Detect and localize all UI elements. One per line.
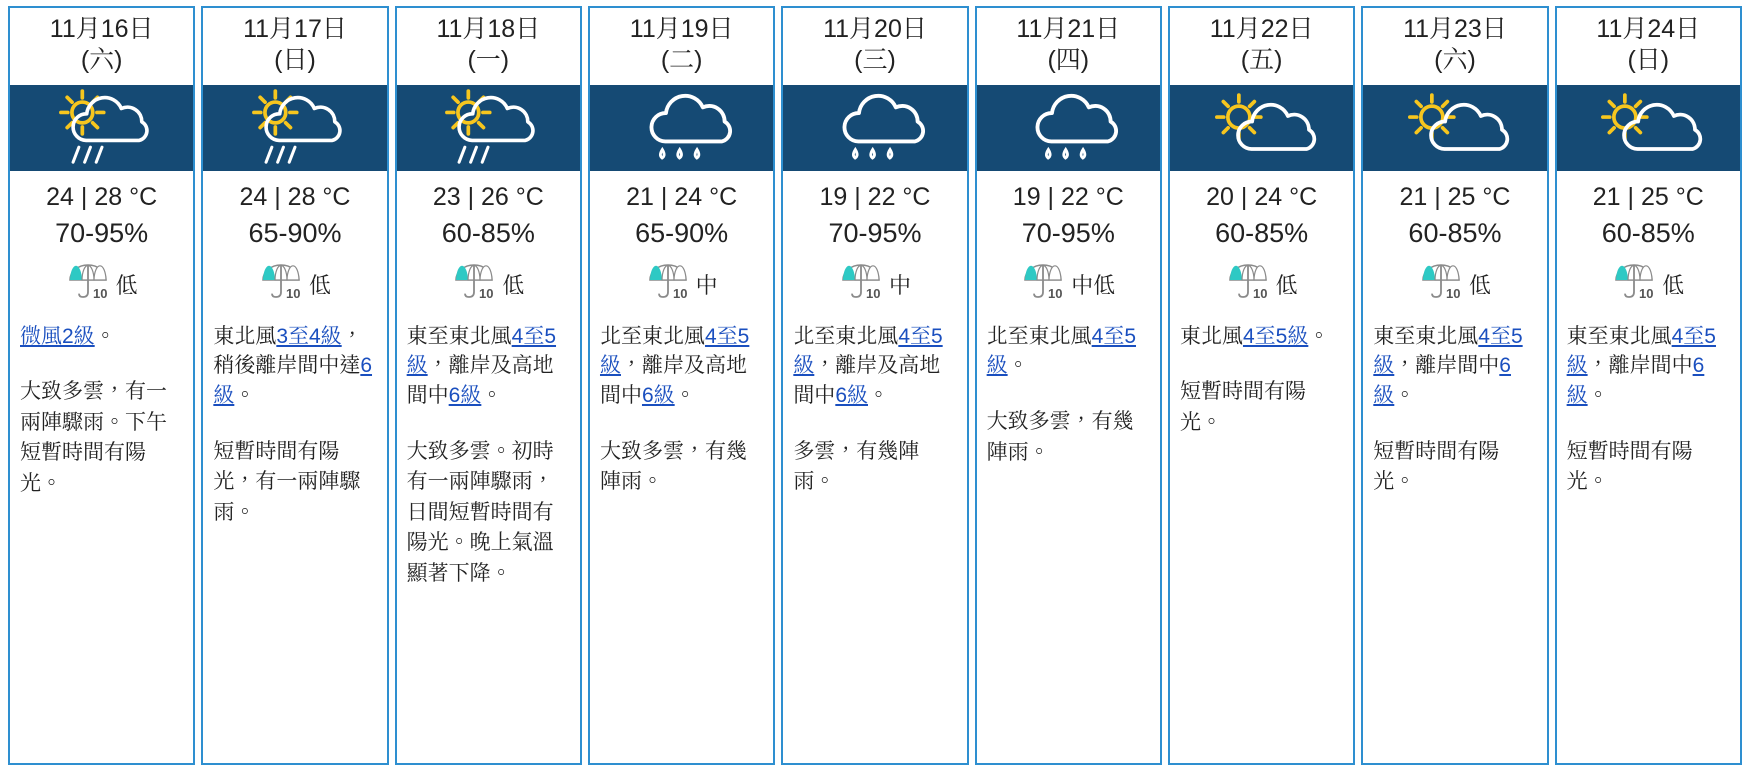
umbrella-10-icon [1419, 261, 1463, 308]
wind-text: 東至東北風 [1566, 324, 1672, 348]
forecast-date-value: 11月24日 [1596, 15, 1701, 43]
wind-text: ，離岸間中 [1587, 354, 1693, 378]
wind-link[interactable]: 6級 [448, 384, 482, 408]
wind-link[interactable]: 6級 [641, 384, 675, 408]
relative-humidity: 70-95% [1021, 217, 1115, 248]
svg-text:10: 10 [479, 285, 494, 301]
wind-text: 。 [1007, 354, 1029, 378]
umbrella-10-icon [1226, 261, 1270, 308]
relative-humidity: 60-85% [441, 217, 535, 248]
forecast-day-card [1361, 6, 1548, 765]
probability-of-significant-rain [10, 255, 193, 318]
wind-link[interactable]: 4至5級 [1242, 324, 1309, 348]
relative-humidity: 65-90% [248, 217, 342, 248]
svg-text:10: 10 [1445, 285, 1461, 301]
forecast-day-card [781, 6, 968, 765]
psr-level-label: 低 [308, 272, 331, 298]
wind-description [1363, 318, 1546, 411]
wind-description [1170, 318, 1353, 352]
wind-link[interactable]: 4至5級 [986, 324, 1136, 378]
psr-level-label: 低 [502, 272, 525, 298]
wind-link[interactable]: 4至5級 [1373, 324, 1523, 378]
relative-humidity: 70-95% [828, 217, 922, 248]
forecast-weekday: (日) [1627, 46, 1670, 75]
wind-text: 北至東北風 [793, 324, 899, 348]
weather-description: 短暫時間有陽光。 [1373, 439, 1500, 494]
wind-text: 。 [1308, 324, 1330, 348]
psr-level-label: 中低 [1071, 272, 1116, 298]
forecast-date [783, 8, 966, 85]
forecast-date-value: 11月18日 [436, 15, 541, 43]
psr-level-label: 低 [1468, 272, 1491, 298]
temperature-range: 20 | 24 °C [1206, 182, 1318, 211]
forecast-date [1363, 8, 1546, 85]
wind-description [397, 318, 580, 411]
umbrella-10-icon [839, 261, 883, 308]
wind-text: 東至東北風 [1373, 324, 1479, 348]
psr-level-label: 低 [115, 272, 138, 298]
umbrella-10-icon [1021, 261, 1065, 308]
wind-text: 。 [868, 384, 889, 408]
forecast-day-card [8, 6, 195, 765]
wind-text: 東至東北風 [406, 324, 512, 348]
forecast-date-value: 11月21日 [1016, 15, 1121, 43]
forecast-date-value: 11月20日 [823, 15, 927, 43]
temperature-range: 24 | 28 °C [46, 182, 158, 211]
wind-description [590, 318, 773, 411]
wind-link[interactable]: 4至5級 [406, 324, 557, 378]
wind-link[interactable]: 3至4級 [276, 324, 342, 348]
forecast-weekday: (六) [1434, 46, 1476, 75]
wind-link[interactable]: 6級 [1373, 354, 1511, 408]
weather-description: 大致多雲，有幾陣雨。 [986, 410, 1134, 464]
svg-text:10: 10 [285, 285, 301, 301]
wind-text: ，離岸及高地間中 [793, 354, 941, 408]
umbrella-10-icon [452, 261, 496, 308]
cloudy-with-rain-icon [977, 85, 1160, 171]
forecast-day-card [395, 6, 582, 765]
wind-text: ，離岸及高地間中 [599, 354, 747, 408]
probability-of-significant-rain [1557, 255, 1740, 318]
wind-description [783, 318, 966, 411]
wind-link[interactable]: 微風2級 [20, 324, 95, 348]
forecast-weekday: (四) [1047, 46, 1090, 75]
svg-text:10: 10 [1048, 285, 1063, 301]
relative-humidity: 60-85% [1408, 217, 1502, 248]
forecast-weekday: (一) [467, 46, 510, 75]
psr-level-label: 中 [695, 272, 718, 298]
wind-text: 。 [234, 384, 256, 408]
svg-text:10: 10 [92, 285, 108, 301]
sunny-intervals-icon [1557, 85, 1740, 171]
forecast-date-value: 11月23日 [1403, 15, 1507, 43]
forecast-date-value: 11月16日 [49, 15, 154, 43]
probability-of-significant-rain [590, 255, 773, 318]
weather-description: 大致多雲。初時有一兩陣驟雨，日間短暫時間有陽光。晚上氣溫顯著下降。 [406, 439, 554, 585]
wind-text: 北至東北風 [599, 324, 705, 348]
wind-text: 。 [1587, 384, 1609, 408]
wind-text: 東北風 [213, 324, 277, 348]
wind-link[interactable]: 4至5級 [793, 324, 943, 378]
wind-description [977, 318, 1160, 382]
forecast-day-card [201, 6, 388, 765]
temperature-range: 19 | 22 °C [1012, 182, 1124, 211]
wind-text: 。 [94, 324, 116, 348]
umbrella-10-icon [66, 261, 110, 308]
wind-text: 北至東北風 [986, 324, 1092, 348]
svg-text:10: 10 [865, 285, 881, 301]
svg-text:10: 10 [672, 285, 688, 301]
forecast-day-card [1168, 6, 1355, 765]
forecast-date-value: 11月17日 [243, 15, 347, 43]
wind-description [203, 318, 386, 411]
weather-description: 短暫時間有陽光。 [1179, 380, 1306, 434]
probability-of-significant-rain [1363, 255, 1546, 318]
weather-description: 大致多雲，有幾陣雨。 [599, 439, 747, 494]
weather-description: 多雲，有幾陣雨。 [793, 439, 920, 494]
cloudy-with-rain-icon [783, 85, 966, 171]
forecast-date [977, 8, 1160, 85]
probability-of-significant-rain [783, 255, 966, 318]
temperature-range: 24 | 28 °C [239, 182, 351, 211]
forecast-weekday: (六) [80, 46, 123, 75]
temperature-range: 21 | 25 °C [1592, 182, 1704, 211]
wind-link[interactable]: 6級 [1566, 354, 1705, 408]
umbrella-10-icon [259, 261, 303, 308]
wind-text: 。 [1394, 384, 1416, 408]
relative-humidity: 60-85% [1601, 217, 1695, 248]
wind-text: ，離岸間中 [1394, 354, 1500, 378]
forecast-date [1557, 8, 1740, 85]
wind-text: 。 [674, 384, 696, 408]
forecast-date [1170, 8, 1353, 85]
forecast-date [10, 8, 193, 85]
forecast-day-card [975, 6, 1162, 765]
wind-description [1557, 318, 1740, 411]
umbrella-10-icon [1612, 261, 1656, 308]
sunny-intervals-icon [1363, 85, 1546, 171]
forecast-date [397, 8, 580, 85]
wind-link[interactable]: 4至5級 [599, 324, 750, 378]
sunny-intervals-icon [1170, 85, 1353, 171]
relative-humidity: 65-90% [635, 217, 729, 248]
temperature-range: 23 | 26 °C [432, 182, 544, 211]
temperature-range: 21 | 25 °C [1399, 182, 1511, 211]
probability-of-significant-rain [397, 255, 580, 318]
temperature-range: 19 | 22 °C [819, 182, 931, 211]
wind-text: ，離岸及高地間中 [406, 354, 554, 408]
probability-of-significant-rain [977, 255, 1160, 318]
forecast-day-card [1555, 6, 1742, 765]
psr-level-label: 中 [888, 272, 911, 298]
psr-level-label: 低 [1662, 272, 1685, 298]
wind-link[interactable]: 6級 [213, 354, 373, 408]
forecast-date [590, 8, 773, 85]
wind-link[interactable]: 4至5級 [1566, 324, 1716, 378]
sunny-periods-with-rain-icon [10, 85, 193, 171]
forecast-day-card [588, 6, 775, 765]
cloudy-with-rain-icon [590, 85, 773, 171]
weather-description: 短暫時間有陽光，有一兩陣驟雨。 [213, 439, 361, 524]
forecast-date-value: 11月19日 [629, 15, 734, 43]
forecast-date-value: 11月22日 [1209, 15, 1314, 43]
forecast-weekday: (五) [1240, 46, 1283, 75]
svg-text:10: 10 [1252, 285, 1268, 301]
forecast-date [203, 8, 386, 85]
relative-humidity: 70-95% [55, 217, 149, 248]
sunny-periods-with-rain-icon [397, 85, 580, 171]
wind-text: ，稍後離岸間中達 [213, 324, 363, 378]
wind-description [10, 318, 193, 352]
wind-text: 。 [481, 384, 503, 408]
umbrella-10-icon [646, 261, 690, 308]
wind-text: 東北風 [1179, 324, 1243, 348]
weather-description: 大致多雲，有一兩陣驟雨。下午短暫時間有陽光。 [20, 380, 167, 495]
psr-level-label: 低 [1275, 272, 1298, 298]
forecast-weekday: (日) [274, 46, 316, 75]
svg-text:10: 10 [1639, 285, 1654, 301]
temperature-range: 21 | 24 °C [626, 182, 738, 211]
forecast-weekday: (三) [854, 46, 896, 75]
forecast-weekday: (二) [660, 46, 703, 75]
weather-description: 短暫時間有陽光。 [1566, 439, 1693, 494]
probability-of-significant-rain [1170, 255, 1353, 318]
probability-of-significant-rain [203, 255, 386, 318]
sunny-periods-with-rain-icon [203, 85, 386, 171]
wind-link[interactable]: 6級 [835, 384, 868, 408]
relative-humidity: 60-85% [1215, 217, 1309, 248]
